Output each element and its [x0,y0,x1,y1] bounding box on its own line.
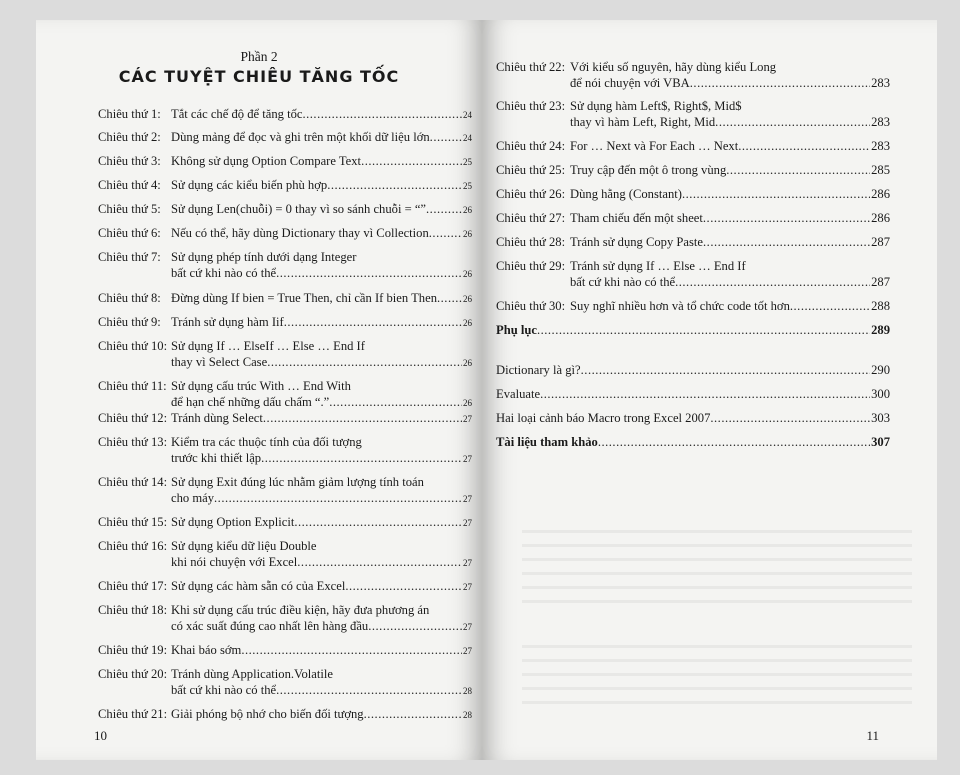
entry-title: Tránh sử dụng hàm Iif [171,315,284,329]
dot-leader [241,642,462,658]
entry-label: Chiêu thứ 29: [496,259,566,273]
dot-leader [426,201,462,217]
entry-title: Khai báo sớm [171,643,242,657]
entry-page-number: 27 [463,494,472,504]
page-number-left: 10 [94,728,107,743]
entry-page-number: 289 [871,323,890,337]
entry-title: bất cứ khi nào có thể [570,275,676,289]
entry-label: Chiêu thứ 12: [98,411,168,425]
entry-title: Dùng mảng để đọc và ghi trên một khối dữ liệu lớn [171,130,430,144]
entry-title: Dictionary là gì? [496,363,581,377]
dot-leader [703,234,870,250]
entry-label: Chiêu thứ 30: [496,299,566,313]
entry-page-number: 300 [871,387,890,401]
dot-leader [327,177,462,193]
entry-label: Chiêu thứ 6: [98,226,161,240]
dot-leader [430,129,462,145]
entry-title: Sử dụng các kiểu biến phù hợp [171,178,328,192]
dot-leader [429,225,462,241]
entry-page-number: 26 [463,229,472,239]
entry-page-number: 28 [463,686,472,696]
entry-label: Chiêu thứ 16: [98,539,168,553]
part-label: Phần 2 [240,49,278,64]
left-page [36,20,482,760]
entry-label: Chiêu thứ 22: [496,60,566,74]
right-page [482,20,937,760]
dot-leader [361,153,462,169]
entry-title: có xác suất đúng cao nhất lên hàng đầu [171,619,369,633]
entry-title: để hạn chế những dấu chấm “.” [171,395,330,409]
entry-page-number: 27 [463,414,472,424]
entry-label: Chiêu thứ 21: [98,707,168,721]
entry-title: Hai loại cảnh báo Macro trong Excel 2007 [496,411,711,425]
entry-page-number: 28 [463,710,472,720]
dot-leader [790,298,870,314]
entry-title: Sử dụng Len(chuỗi) = 0 thay vì so sánh chuỗi = “” [171,202,427,216]
entry-page-number: 26 [463,205,472,215]
entry-page-number: 27 [463,518,472,528]
entry-page-number: 26 [463,358,472,368]
entry-page-number: 26 [463,269,472,279]
dot-leader [710,410,870,426]
dot-leader [329,394,462,410]
dot-leader [284,314,462,330]
entry-title: Dùng hằng (Constant) [570,187,682,201]
entry-label: Chiêu thứ 26: [496,187,566,201]
entry-label: Chiêu thứ 17: [98,579,168,593]
entry-label: Chiêu thứ 28: [496,235,566,249]
dot-leader [345,578,462,594]
entry-page-number: 24 [463,110,472,120]
dot-leader [276,265,462,281]
entry-page-number: 307 [871,435,890,449]
entry-page-number: 283 [871,76,890,90]
entry-title: Giải phóng bộ nhớ cho biến đối tượng [171,707,364,721]
entry-page-number: 286 [871,187,890,201]
entry-title: Evaluate [496,387,541,401]
part-title: CÁC TUYỆT CHIÊU TĂNG TỐC [118,67,400,86]
entry-page-number: 27 [463,558,472,568]
entry-title: Tránh sử dụng If … Else … End If [570,259,746,273]
dot-leader [675,274,870,290]
dot-leader [682,186,870,202]
entry-label: Chiêu thứ 18: [98,603,168,617]
entry-title: Với kiểu số nguyên, hãy dùng kiểu Long [570,60,777,74]
entry-title: Phụ lục [496,323,537,337]
dot-leader [297,554,462,570]
entry-title: For … Next và For Each … Next [570,139,739,153]
entry-title: Tắt các chế độ để tăng tốc [171,107,303,121]
entry-title: Sử dụng If … ElseIf … Else … End If [171,339,365,353]
dot-leader [364,706,462,722]
entry-page-number: 288 [871,299,890,313]
entry-title: Tài liệu tham khảo [496,435,598,449]
entry-page-number: 303 [871,411,890,425]
entry-title: Suy nghĩ nhiều hơn và tổ chức code tốt hơn [570,299,790,313]
dot-leader [368,618,462,634]
entry-title: Sử dụng phép tính dưới dạng Integer [171,250,357,264]
entry-label: Chiêu thứ 7: [98,250,161,264]
entry-title: Sử dụng Exit đúng lúc nhằm giảm lượng tính toán [171,475,424,489]
entry-page-number: 27 [463,582,472,592]
entry-page-number: 27 [463,622,472,632]
entry-label: Chiêu thứ 23: [496,99,566,113]
entry-page-number: 290 [871,363,890,377]
entry-label: Chiêu thứ 20: [98,667,168,681]
entry-label: Chiêu thứ 4: [98,178,161,192]
dot-leader [437,290,462,306]
entry-title: Sử dụng kiểu dữ liệu Double [171,539,317,553]
entry-page-number: 27 [463,646,472,656]
entry-title: Tránh sử dụng Copy Paste [570,235,704,249]
entry-label: Chiêu thứ 19: [98,643,168,657]
entry-title: Sử dụng các hàm sẵn có của Excel [171,579,346,593]
entry-title: trước khi thiết lập [171,451,262,465]
entry-title: Tránh dùng Application.Volatile [171,667,333,681]
dot-leader [263,410,462,426]
dot-leader [726,162,870,178]
page-number-right: 11 [866,728,879,743]
entry-title: Sử dụng cấu trúc With … End With [171,379,351,393]
entry-label: Chiêu thứ 24: [496,139,566,153]
dot-leader [703,210,870,226]
entry-title: Sử dụng Option Explicit [171,515,295,529]
dot-leader [267,354,462,370]
dot-leader [738,138,870,154]
entry-title: Tránh dùng Select [171,411,263,425]
entry-page-number: 25 [463,181,472,191]
entry-page-number: 287 [871,275,890,289]
entry-page-number: 27 [463,454,472,464]
dot-leader [537,322,870,338]
entry-label: Chiêu thứ 11: [98,379,167,393]
entry-page-number: 24 [463,133,472,143]
entry-page-number: 26 [463,318,472,328]
entry-label: Chiêu thứ 1: [98,107,161,121]
entry-label: Chiêu thứ 14: [98,475,168,489]
dot-leader [294,514,462,530]
entry-title: để nói chuyện với VBA [570,76,690,90]
entry-page-number: 26 [463,294,472,304]
entry-title: Sử dụng hàm Left$, Right$, Mid$ [570,99,742,113]
dot-leader [690,75,870,91]
dot-leader [261,450,462,466]
entry-title: Truy cập đến một ô trong vùng [570,163,727,177]
entry-title: cho máy [171,491,215,505]
entry-title: thay vì hàm Left, Right, Mid [570,115,716,129]
entry-label: Chiêu thứ 25: [496,163,566,177]
entry-title: Khi sử dụng cấu trúc điều kiện, hãy đưa phương án [171,603,430,617]
entry-label: Chiêu thứ 10: [98,339,168,353]
entry-label: Chiêu thứ 5: [98,202,161,216]
dot-leader [276,682,462,698]
dot-leader [302,106,462,122]
dot-leader [214,490,462,506]
entry-title: thay vì Select Case [171,355,268,369]
entry-title: bất cứ khi nào có thể [171,266,277,280]
entry-label: Chiêu thứ 15: [98,515,168,529]
entry-label: Chiêu thứ 8: [98,291,161,305]
dot-leader [598,434,870,450]
entry-page-number: 286 [871,211,890,225]
toc-right [482,20,937,760]
entry-page-number: 283 [871,115,890,129]
toc-left [36,20,482,760]
entry-label: Chiêu thứ 3: [98,154,161,168]
entry-page-number: 287 [871,235,890,249]
entry-page-number: 25 [463,157,472,167]
entry-label: Chiêu thứ 13: [98,435,168,449]
entry-label: Chiêu thứ 27: [496,211,566,225]
entry-title: Nếu có thể, hãy dùng Dictionary thay vì Collection [171,226,429,240]
entry-page-number: 283 [871,139,890,153]
entry-title: Tham chiếu đến một sheet [570,211,703,225]
entry-label: Chiêu thứ 9: [98,315,161,329]
entry-title: bất cứ khi nào có thể [171,683,277,697]
entry-label: Chiêu thứ 2: [98,130,161,144]
entry-page-number: 285 [871,163,890,177]
entry-title: Không sử dụng Option Compare Text [171,154,362,168]
dot-leader [540,386,870,402]
entry-page-number: 26 [463,398,472,408]
dot-leader [581,362,870,378]
entry-title: Kiểm tra các thuộc tính của đối tượng [171,435,362,449]
entry-title: khi nói chuyện với Excel [171,555,298,569]
entry-title: Đừng dùng If bien = True Then, chỉ cần If bien Then [171,291,437,305]
dot-leader [715,114,870,130]
